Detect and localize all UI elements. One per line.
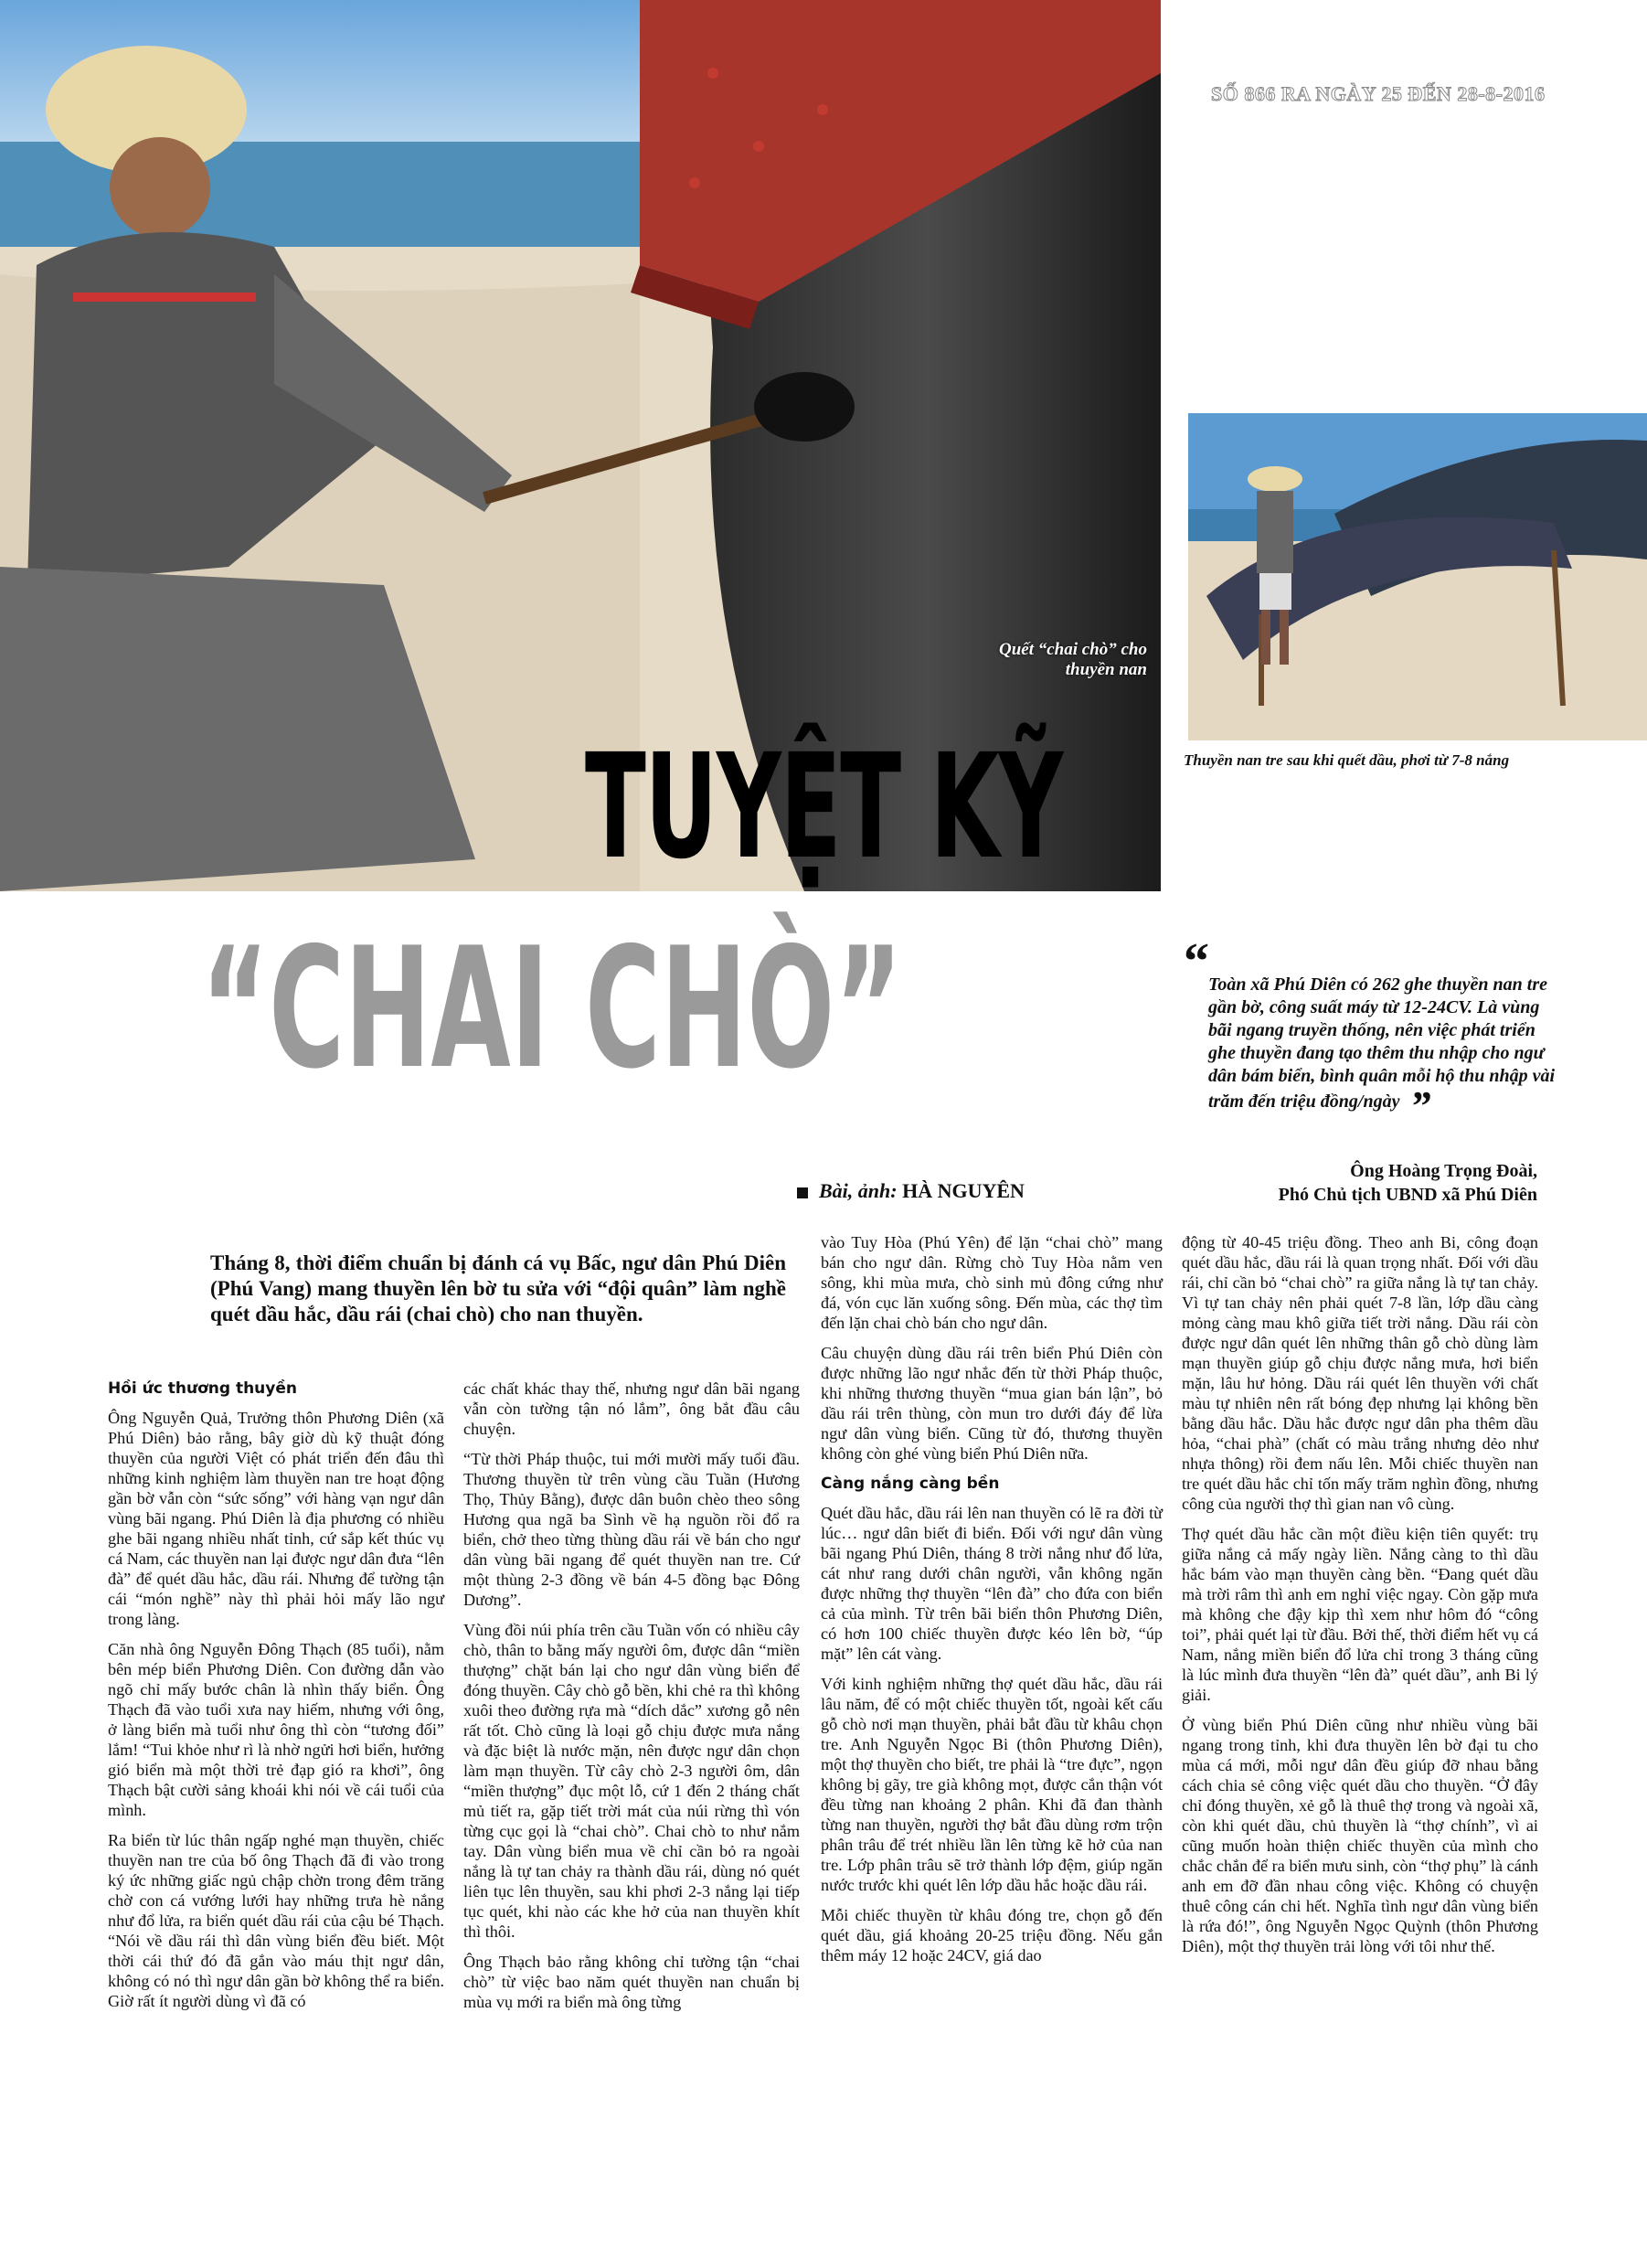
quote-body: Toàn xã Phú Diên có 262 ghe thuyền nan tre gần bờ, công suất máy từ 12-24CV. Là vùng bãi ngang truyền thống, nên việc phát triển ghe thuyền đang tạo thêm thu nhập cho ngư dân bám biển, bình quân mỗi hộ thu nhập vài trăm đến triệu đồng/ngày [1208,974,1556,1112]
article-column-1 [108,1379,444,2021]
byline-label: Bài, ảnh: [819,1179,898,1202]
article-column-4 [1182,1232,1538,1966]
paragraph: Ra biển từ lúc thân ngấp nghé mạn thuyền, chiếc thuyền nan tre của bố ông Thạch đã đi vào trong ký ức những giấc ngủ chập chờn trong đêm trăng chờ con cá vướng lưới hay những trưa hè nắng như đổ lửa, ra biển quét dầu rái của cậu bé Thạch. “Nói về dầu rái thì dân vùng biển đều biết. Một thời cái thứ đó đã gắn vào máu thịt ngư dân, không có nó thì ngư dân gần bờ không thể ra biển. Giờ rất ít người dùng vì đã có [108,1831,444,2010]
quote-open-mark: “ [1184,933,1209,990]
subheading-hoi-uc: Hồi ức thương thuyền [108,1379,297,1398]
quote-text [1208,974,1556,1129]
paragraph: Vùng đồi núi phía trên cầu Tuần vốn có nhiều cây chò, thân to bằng mấy người ôm, được dân “miền thượng” chặt bán lại cho ngư dân vùng biển để đóng thuyền. Cây chò gỗ bền, khi chẻ ra thì không xuôi theo đường rựa mà “dích dắc” xương gỗ nên rất tốt. Chò cũng là loại gỗ chịu được mưa nắng và đặc biệt là nước mặn, nên được ngư dân chọn làm mạn thuyền. Từ cây chò 2-3 người ôm, dân “miền thượng” đục một lỗ, cứ 1 đến 2 tháng chất mủ tiết ra, gặp tiết trời mát của núi rừng thì vón từng cục gọi là “chai chò”. Chai chò to như nắm tay. Dân vùng biển mua về chỉ cần bỏ ra ngoài nắng là tự tan chảy ra thành dầu rái, dùng nó quét liên tục lên thuyền, sau khi phơi 2-3 nắng lại tiếp tục quét, khi nào các khe hở của nan thuyền khít thì thôi. [463,1621,800,1941]
quote-close-mark: ” [1409,1082,1431,1129]
lead-paragraph: Tháng 8, thời điểm chuẩn bị đánh cá vụ Bấc, ngư dân Phú Diên (Phú Vang) mang thuyền lên bờ tu sửa với “đội quân” làm nghề quét dầu hắc, dầu rái (chai chò) cho nan thuyền. [210,1251,786,1326]
quote-author [1188,1159,1537,1207]
paragraph: Căn nhà ông Nguyễn Đông Thạch (85 tuổi), nằm bên mép biển Phương Diên. Con đường dẫn vào ngõ chỉ mấy bước chân là nhìn thấy biển. Ông Thạch đã vào tuổi xưa nay hiếm, nhưng với ông, ở làng biển mà tuổi như ông thì còn “tương đối” lắm! “Tui khỏe như rì là nhờ ngửi hơi biển, hưởng gió biển mà một thời trẻ đạp gió ra khơi”, ông Thạch bật cười sảng khoái khi nói về cái tuổi của mình. [108,1640,444,1819]
title-line-2: “CHAI CHÒ” [201,911,903,1105]
paragraph: “Từ thời Pháp thuộc, tui mới mười mấy tuổi đầu. Thương thuyền từ trên vùng cầu Tuần (Hương Thọ, Thủy Bằng), được dân buôn chèo theo sông Hương qua ngã ba Sình về hạ nguồn rồi đổ ra biển, chở theo từng thùng dầu rái về bán cho ngư dân vùng bãi ngang để quét thuyền nan tre. Cứ một thùng 2-3 đồng về bán 4-5 đồng bạc Đông Dương”. [463,1450,800,1609]
paragraph: động từ 40-45 triệu đồng. Theo anh Bi, công đoạn quét dầu hắc, dầu rái là quan trọng nhất. Đối với dầu rái, chỉ cần bỏ “chai chò” ra giữa nắng là tự tan chảy. Vì tự tan chảy nên phải quét 7-8 lần, lớp dầu càng mỏng càng mau khô giữa tiết trời nắng. Dầu rái còn được ngư dân quét lên những thân gỗ chò dùng làm mạn thuyền giúp gỗ chịu được nắng mưa, hơi biển mặn, lâu hư hỏng. Dầu rái quét lên thuyền với chất màu tự nhiên nên rất bóng đẹp nhưng lại không bền bằng dầu hắc. Dầu hắc được ngư dân pha thêm dầu hỏa, “chai phà” (chất có màu trắng nhưng dẻo như nhựa thông) rồi đem nấu lên. Mỗi chiếc thuyền nan tre quét dầu hắc chỉ tốn mấy trăm nghìn đồng, nhưng công của người thợ thì gian nan vô cùng. [1182,1233,1538,1513]
subheading-cang-nang: Càng nắng càng bền [821,1475,1000,1493]
paragraph: Câu chuyện dùng dầu rái trên biển Phú Diên còn được những lão ngư nhắc đến từ thời Pháp thuộc, khi những thương thuyền “mua gian bán lận”, bỏ dầu rái trên thùng, còn mun tro dưới đáy để lừa ngư dân vùng biển. Cũng từ đó, thương thuyền không còn ghé vùng biển Phú Diên nữa. [821,1344,1163,1463]
byline [797,1179,1025,1203]
side-photo-illustration [1188,413,1647,740]
paragraph: Ở vùng biển Phú Diên cũng như nhiều vùng bãi ngang trong tỉnh, khi đưa thuyền lên bờ đại tu cho mùa cá mới, mỗi ngư dân đều giúp đỡ nhau bằng cách chia sẻ công việc quét dầu cho thuyền. “Ở đây chỉ đóng thuyền, xẻ gỗ là thuê thợ trong và ngoài xã, còn khi quét dầu, chủ thuyền là “thợ chính”, vì ai cũng muốn hoàn thiện chiếc thuyền của mình cho chắc chắn để ra biển mưu sinh, còn “thợ phụ” là cánh anh em đỡ đần nhau công việc. Không có chuyện thuê công cán chi hết. Nghĩa tình ngư dân vùng biển là rứa đó!”, ông Nguyễn Ngọc Quỳnh (thôn Phương Diên), một thợ thuyền trải lòng với tôi như thế. [1182,1716,1538,1955]
quote-author-title: Phó Chủ tịch UBND xã Phú Diên [1278,1185,1537,1205]
byline-author: HÀ NGUYÊN [902,1179,1025,1202]
paragraph: các chất khác thay thế, nhưng ngư dân bãi ngang vẫn còn tường tận nó lắm”, ông bắt đầu câu chuyện. [463,1379,800,1438]
article-column-2 [463,1379,800,2022]
main-photo-caption: Quết “chai chò” cho thuyền nan [998,640,1147,679]
byline-bullet-icon [797,1187,808,1198]
article-column-3 [821,1232,1163,1975]
paragraph: Ông Thạch bảo rằng không chỉ tường tận “chai chò” từ việc bao năm quét thuyền nan chuẩn bị mùa vụ mới ra biển mà ông từng [463,1953,800,2011]
paragraph: Mỗi chiếc thuyền từ khâu đóng tre, chọn gỗ đến quét dầu, giá khoảng 20-25 triệu đồng. Nếu gắn thêm máy 12 hoặc 24CV, giá dao [821,1906,1163,1965]
paragraph: Thợ quét dầu hắc cần một điều kiện tiên quyết: trụ giữa nắng cả mấy ngày liền. Nắng càng to thì dầu hắc bám vào mạn thuyền càng bền. “Đang quét dầu mà trời râm thì anh em nghỉ việc ngay. Còn gặp mưa mà không che đậy kịp thì xem như hôm đó “công toi”, phải quét lại từ đầu. Bởi thế, thời điểm hết vụ cá Nam, nắng miền biển đổ lửa chỉ trong 3 tháng cũng là lúc mình đưa thuyền “lên đà” quét dầu”, anh Bi lý giải. [1182,1525,1538,1704]
paragraph: Với kinh nghiệm những thợ quét dầu hắc, dầu rái lâu năm, để có một chiếc thuyền tốt, ngoài kết cấu gỗ chò nơi mạn thuyền, phải bắt đầu từ khâu chọn tre. Anh Nguyễn Ngọc Bi (thôn Phương Diên), một thợ thuyền cho biết, tre phải là “tre đực”, ngọn không bị gãy, tre già không mọt, được cắn thận vót đều từng nan khoảng 2 phân. Khi đã đan thành từng nan thuyền, người thợ bắt đầu dùng rơm trộn phân trâu để trét nhiều lần lên từng kẽ hở của nan tre. Lớp phân trâu sẽ trở thành lớp đệm, giúp ngăn nước trước khi quét lên lớp dầu hắc hoặc dầu rái. [821,1675,1163,1894]
side-photo [1188,413,1647,740]
paragraph: Ông Nguyễn Quả, Trưởng thôn Phương Diên (xã Phú Diên) bảo rằng, bây giờ dù kỹ thuật đóng thuyền của người Việt có phát triển đến đâu thì những kinh nghiệm làm thuyền nan tre hoạt động gần bờ vẫn còn “sức sống” với hàng vạn ngư dân vùng bãi ngang. Phú Diên là địa phương có nhiều ghe bãi ngang nhiều nhất tỉnh, cứ sắp kết thúc vụ cá Nam, các thuyền nan lại được ngư dân đưa “lên đà” để quét dầu hắc, dầu rái. Nhưng để tường tận cái “món nghề” này thì phải hỏi mấy lão ngư trong làng. [108,1409,444,1628]
quote-author-name: Ông Hoàng Trọng Đoài, [1350,1161,1537,1181]
paragraph: vào Tuy Hòa (Phú Yên) để lặn “chai chò” mang bán cho ngư dân. Rừng chò Tuy Hòa nằm ven sông, khi mùa mưa, chò sinh mủ đông cứng như đá, vón cục lăn xuống sông. Đến mùa, các thợ tìm đến lặn chai chò bán cho ngư dân. [821,1233,1163,1332]
paragraph: Quét dầu hắc, dầu rái lên nan thuyền có lẽ ra đời từ lúc… ngư dân biết đi biển. Đối với ngư dân vùng bãi ngang Phú Diên, tháng 8 trời nắng như đổ lửa, cát như rang dưới chân người, vẫn không ngăn được những thợ thuyền “lên đà” cho đứa con biển cả của mình. Từ trên bãi biển thôn Phương Diên, có hơn 100 chiếc thuyền được kéo lên bờ, “úp mặt” lên cát vàng. [821,1504,1163,1663]
side-photo-caption: Thuyền nan tre sau khi quết dầu, phơi từ 7-8 nắng [1184,751,1510,769]
title-line-1: TUYỆT KỸ [585,723,1063,891]
issue-date: SỐ 866 RA NGÀY 25 ĐẾN 28-8-2016 [1211,82,1546,105]
